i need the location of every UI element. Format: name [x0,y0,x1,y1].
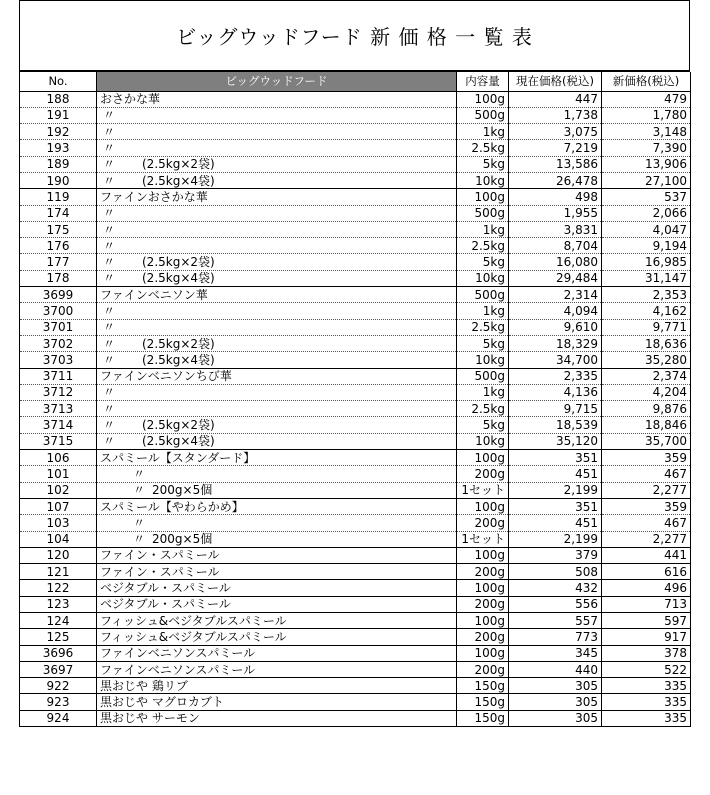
current-price: 3,075 [509,124,602,140]
item-size: 2.5kg [457,401,509,417]
ditto-mark: 〃 [102,238,115,253]
current-price: 2,199 [509,482,602,498]
current-price: 379 [509,547,602,563]
column-header-new-price: 新価格(税込) [602,72,691,91]
new-price: 2,353 [602,287,691,303]
current-price: 556 [509,596,602,612]
table-row [20,694,691,710]
pack-detail: (2.5kg×2袋) [142,255,215,270]
new-price: 4,047 [602,221,691,237]
item-number: 189 [20,156,97,172]
new-price: 4,162 [602,303,691,319]
item-size: 100g [457,189,509,205]
item-name: ファイン・スパミール [97,547,457,563]
ditto-mark: 〃 [102,157,115,172]
current-price: 35,120 [509,433,602,449]
item-number: 3713 [20,401,97,417]
item-name [97,172,457,188]
table-row [20,287,691,303]
item-size: 10kg [457,352,509,368]
item-number: 3714 [20,417,97,433]
column-header-no: No. [20,72,97,91]
ditto-mark: 〃 [102,418,115,433]
item-size: 1kg [457,303,509,319]
item-number: 3696 [20,645,97,661]
ditto-mark: 〃 [102,124,115,139]
item-name: 黒おじや 鶏リブ [97,678,457,694]
item-number: 103 [20,515,97,531]
current-price: 2,314 [509,287,602,303]
item-size: 10kg [457,433,509,449]
current-price: 1,955 [509,205,602,221]
item-number: 107 [20,498,97,514]
ditto-mark: 〃 [102,385,115,400]
table-row [20,319,691,335]
current-price: 29,484 [509,270,602,286]
item-name [97,466,457,482]
new-price: 4,204 [602,384,691,400]
item-number: 102 [20,482,97,498]
table-row [20,352,691,368]
item-number: 101 [20,466,97,482]
item-size: 200g [457,661,509,677]
item-number: 121 [20,564,97,580]
item-number: 923 [20,694,97,710]
item-size: 2.5kg [457,238,509,254]
column-header-name: ビッグウッドフード [97,72,457,91]
table-row [20,189,691,205]
item-size: 200g [457,629,509,645]
table-row [20,221,691,237]
item-name [97,254,457,270]
page-title: ビッグウッドフード 新 価 格 一 覧 表 [176,25,533,49]
pack-detail: (2.5kg×2袋) [142,418,215,433]
current-price: 557 [509,613,602,629]
item-size: 100g [457,498,509,514]
current-price: 351 [509,450,602,466]
pack-detail: (2.5kg×2袋) [142,157,215,172]
table-row [20,205,691,221]
item-size: 10kg [457,172,509,188]
new-price: 2,374 [602,368,691,384]
item-name: ベジタブル・スパミール [97,596,457,612]
new-price: 9,194 [602,238,691,254]
ditto-mark: 〃 [132,466,145,481]
pack-detail: 200g×5個 [152,532,213,547]
table-row [20,107,691,123]
current-price: 432 [509,580,602,596]
table-row [20,156,691,172]
table-row [20,466,691,482]
ditto-mark: 〃 [102,352,115,367]
current-price: 773 [509,629,602,645]
new-price: 9,876 [602,401,691,417]
current-price: 7,219 [509,140,602,156]
item-name: スパミール【スタンダード】 [97,450,457,466]
current-price: 1,738 [509,107,602,123]
new-price: 13,906 [602,156,691,172]
item-size: 500g [457,287,509,303]
ditto-mark: 〃 [102,320,115,335]
new-price: 359 [602,498,691,514]
ditto-mark: 〃 [102,434,115,449]
new-price: 16,985 [602,254,691,270]
item-number: 119 [20,189,97,205]
item-size: 1kg [457,221,509,237]
item-number: 190 [20,172,97,188]
table-row [20,515,691,531]
table-row [20,254,691,270]
table-row [20,238,691,254]
item-name [97,531,457,547]
new-price: 917 [602,629,691,645]
new-price: 522 [602,661,691,677]
item-name: フィッシュ&ベジタブルスパミール [97,629,457,645]
item-number: 176 [20,238,97,254]
table-row [20,564,691,580]
item-number: 191 [20,107,97,123]
new-price: 27,100 [602,172,691,188]
table-row [20,335,691,351]
item-name [97,221,457,237]
table-row [20,678,691,694]
current-price: 34,700 [509,352,602,368]
new-price: 18,636 [602,335,691,351]
table-row [20,140,691,156]
pack-detail: (2.5kg×2袋) [142,336,215,351]
item-name [97,238,457,254]
new-price: 31,147 [602,270,691,286]
item-size: 100g [457,547,509,563]
new-price: 1,780 [602,107,691,123]
item-number: 175 [20,221,97,237]
table-row [20,710,691,726]
current-price: 451 [509,466,602,482]
current-price: 4,094 [509,303,602,319]
ditto-mark: 〃 [102,401,115,416]
item-size: 2.5kg [457,319,509,335]
table-row [20,613,691,629]
item-number: 3701 [20,319,97,335]
table-row [20,124,691,140]
table-row [20,303,691,319]
new-price: 2,277 [602,482,691,498]
table-row [20,172,691,188]
new-price: 616 [602,564,691,580]
item-size: 1セット [457,482,509,498]
item-name [97,335,457,351]
item-number: 3703 [20,352,97,368]
table-row [20,531,691,547]
pack-detail: 200g×5個 [152,483,213,498]
item-number: 188 [20,91,97,107]
item-name: ファインベニソンスパミール [97,661,457,677]
item-name [97,303,457,319]
item-number: 3712 [20,384,97,400]
item-size: 5kg [457,254,509,270]
item-number: 125 [20,629,97,645]
new-price: 467 [602,515,691,531]
current-price: 447 [509,91,602,107]
current-price: 440 [509,661,602,677]
current-price: 305 [509,678,602,694]
item-number: 124 [20,613,97,629]
item-size: 1セット [457,531,509,547]
current-price: 2,335 [509,368,602,384]
item-name: ファインベニソンスパミール [97,645,457,661]
table-row [20,547,691,563]
table-row [20,270,691,286]
new-price: 335 [602,710,691,726]
current-price: 16,080 [509,254,602,270]
item-name [97,401,457,417]
ditto-mark: 〃 [102,336,115,351]
item-name: フィッシュ&ベジタブルスパミール [97,613,457,629]
ditto-mark: 〃 [102,141,115,156]
new-price: 35,280 [602,352,691,368]
item-number: 3699 [20,287,97,303]
table-row [20,417,691,433]
current-price: 508 [509,564,602,580]
ditto-mark: 〃 [102,271,115,286]
item-number: 123 [20,596,97,612]
item-number: 120 [20,547,97,563]
table-row [20,368,691,384]
current-price: 26,478 [509,172,602,188]
item-size: 200g [457,466,509,482]
item-name: スパミール【やわらかめ】 [97,498,457,514]
new-price: 18,846 [602,417,691,433]
ditto-mark: 〃 [132,532,145,547]
item-size: 100g [457,580,509,596]
item-size: 100g [457,450,509,466]
new-price: 378 [602,645,691,661]
new-price: 359 [602,450,691,466]
ditto-mark: 〃 [132,515,145,530]
new-price: 335 [602,678,691,694]
current-price: 9,715 [509,401,602,417]
new-price: 7,390 [602,140,691,156]
column-header-current-price: 現在価格(税込) [509,72,602,91]
item-name [97,205,457,221]
item-name [97,107,457,123]
item-size: 500g [457,205,509,221]
new-price: 441 [602,547,691,563]
item-number: 106 [20,450,97,466]
ditto-mark: 〃 [102,108,115,123]
current-price: 305 [509,710,602,726]
new-price: 2,277 [602,531,691,547]
new-price: 9,771 [602,319,691,335]
new-price: 537 [602,189,691,205]
current-price: 351 [509,498,602,514]
item-size: 150g [457,710,509,726]
table-row [20,596,691,612]
price-table [19,72,691,727]
current-price: 498 [509,189,602,205]
item-name: ファインベニソン華 [97,287,457,303]
item-size: 500g [457,107,509,123]
item-size: 150g [457,694,509,710]
table-row [20,433,691,449]
table-row [20,498,691,514]
item-size: 500g [457,368,509,384]
current-price: 305 [509,694,602,710]
header-row [20,72,691,91]
item-name [97,482,457,498]
item-name [97,319,457,335]
item-size: 200g [457,596,509,612]
table-row [20,580,691,596]
table-row [20,450,691,466]
item-size: 150g [457,678,509,694]
ditto-mark: 〃 [102,173,115,188]
item-name: ファイン・スパミール [97,564,457,580]
item-number: 3711 [20,368,97,384]
current-price: 3,831 [509,221,602,237]
price-sheet [19,0,690,727]
item-name [97,384,457,400]
current-price: 18,539 [509,417,602,433]
title-box [19,0,690,72]
item-name [97,515,457,531]
item-size: 5kg [457,156,509,172]
new-price: 2,066 [602,205,691,221]
item-size: 100g [457,645,509,661]
current-price: 8,704 [509,238,602,254]
item-name: ファインベニソンちび華 [97,368,457,384]
item-size: 2.5kg [457,140,509,156]
item-number: 3715 [20,433,97,449]
pack-detail: (2.5kg×4袋) [142,434,215,449]
table-row [20,482,691,498]
item-size: 5kg [457,335,509,351]
new-price: 35,700 [602,433,691,449]
new-price: 467 [602,466,691,482]
pack-detail: (2.5kg×4袋) [142,173,215,188]
item-name [97,124,457,140]
ditto-mark: 〃 [132,483,145,498]
item-name [97,352,457,368]
item-number: 924 [20,710,97,726]
current-price: 2,199 [509,531,602,547]
new-price: 713 [602,596,691,612]
item-name: 黒おじや マグロカブト [97,694,457,710]
new-price: 496 [602,580,691,596]
pack-detail: (2.5kg×4袋) [142,352,215,367]
item-name: 黒おじや サーモン [97,710,457,726]
item-size: 1kg [457,384,509,400]
new-price: 335 [602,694,691,710]
table-row [20,645,691,661]
table-row [20,384,691,400]
item-number: 177 [20,254,97,270]
item-number: 3702 [20,335,97,351]
item-name [97,156,457,172]
item-size: 100g [457,613,509,629]
item-number: 922 [20,678,97,694]
table-row [20,629,691,645]
item-number: 104 [20,531,97,547]
item-size: 5kg [457,417,509,433]
current-price: 345 [509,645,602,661]
current-price: 13,586 [509,156,602,172]
item-number: 174 [20,205,97,221]
item-number: 122 [20,580,97,596]
item-name: おさかな華 [97,91,457,107]
item-name: ベジタブル・スパミール [97,580,457,596]
item-number: 3700 [20,303,97,319]
table-row [20,661,691,677]
item-size: 1kg [457,124,509,140]
item-number: 178 [20,270,97,286]
item-name [97,140,457,156]
new-price: 479 [602,91,691,107]
new-price: 597 [602,613,691,629]
item-size: 200g [457,515,509,531]
current-price: 9,610 [509,319,602,335]
column-header-size: 内容量 [457,72,509,91]
current-price: 4,136 [509,384,602,400]
current-price: 18,329 [509,335,602,351]
item-number: 3697 [20,661,97,677]
pack-detail: (2.5kg×4袋) [142,271,215,286]
item-number: 192 [20,124,97,140]
table-row [20,91,691,107]
ditto-mark: 〃 [102,206,115,221]
item-number: 193 [20,140,97,156]
item-name [97,417,457,433]
item-name: ファインおさかな華 [97,189,457,205]
item-size: 200g [457,564,509,580]
item-name [97,433,457,449]
new-price: 3,148 [602,124,691,140]
table-row [20,401,691,417]
ditto-mark: 〃 [102,222,115,237]
ditto-mark: 〃 [102,304,115,318]
current-price: 451 [509,515,602,531]
item-size: 100g [457,91,509,107]
table-body [20,91,691,727]
ditto-mark: 〃 [102,255,115,270]
item-name [97,270,457,286]
item-size: 10kg [457,270,509,286]
